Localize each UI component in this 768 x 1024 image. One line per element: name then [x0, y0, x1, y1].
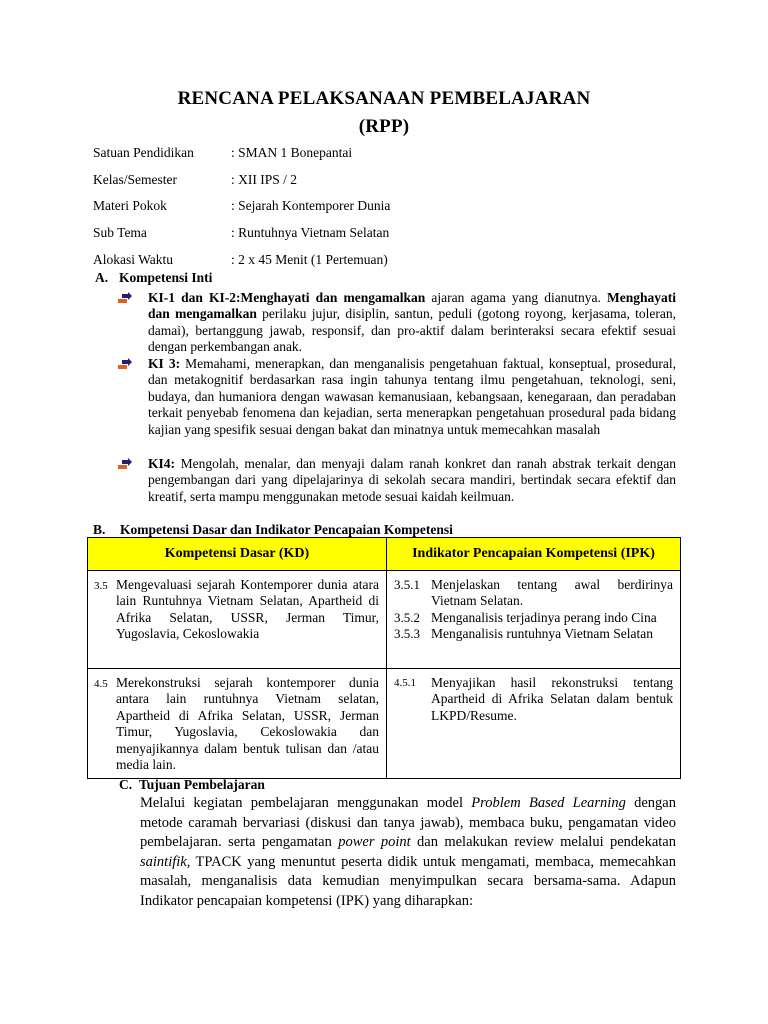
identity-table	[93, 140, 390, 273]
identity-row	[93, 246, 390, 273]
ipk-text: Menyajikan hasil rekonstruksi tentang Apartheid di Afrika Selatan dalam bentuk LKPD/Resume.	[431, 675, 673, 723]
ipk-number: 3.5.1	[394, 577, 420, 592]
arrow-bullet-icon	[118, 458, 132, 470]
section-a-heading	[95, 270, 212, 286]
ipk-number: 3.5.3	[394, 626, 420, 642]
ki-text	[148, 356, 676, 438]
ki-phrase: Menghayati dan mengamalkan	[240, 290, 426, 305]
ipk-text: Menganalisis runtuhnya Vietnam Selatan	[431, 626, 654, 642]
identity-label: Kelas/Semester	[93, 171, 177, 187]
identity-value: : 2 x 45 Menit (1 Pertemuan)	[231, 251, 388, 267]
ipk-text: Menjelaskan tentang awal berdirinya Vietnam Selatan.	[431, 577, 673, 609]
kd-number: 4.5	[94, 678, 108, 690]
section-title: Tujuan Pembelajaran	[139, 777, 265, 792]
ki-body: perilaku jujur, disiplin, santun, peduli (gotong royong, kerjasama, toleran, damai), bertanggung jawab, responsif, dan pro-aktif dalam berinteraksi secara efektif sesuai dengan perkembangan anak.	[148, 306, 676, 355]
ki-label: KI 3:	[148, 356, 181, 371]
kd-text: Mengevaluasi sejarah Kontemporer dunia atara lain Runtuhnya Vietnam Selatan, Apartheid di Afrika Selatan, USSR, Jerman Timur, Yugoslavia, Cekoslowakia	[116, 577, 379, 642]
kd-number: 3.5	[94, 580, 108, 592]
tujuan-text: Melalui kegiatan pembelajaran menggunakan model	[140, 795, 472, 811]
identity-value: : Runtuhnya Vietnam Selatan	[231, 225, 390, 241]
table-row	[88, 669, 681, 779]
identity-row	[93, 220, 390, 247]
ki-text	[148, 290, 676, 356]
identity-row	[93, 193, 390, 220]
ki-body: Mengolah, menalar, dan menyaji dalam ranah konkret dan ranah abstrak terkait dengan pengembangan dari yang dipelajarinya di sekolah secara mandiri, bertindak secara efektif dan kreatif, serta mampu menggunakan metode sesuai kaidah keilmuan.	[148, 456, 676, 504]
ki-item	[118, 290, 676, 356]
tujuan-text: dan melakukan review melalui pendekatan	[410, 834, 676, 850]
identity-value: : SMAN 1 Bonepantai	[231, 145, 353, 161]
header-ipk: Indikator Pencapaian Kompetensi (IPK)	[387, 538, 681, 571]
ipk-item	[394, 577, 673, 610]
table-header-row	[88, 538, 681, 571]
kd-cell	[88, 669, 387, 779]
identity-value: : XII IPS / 2	[231, 171, 298, 187]
arrow-bullet-icon	[118, 292, 132, 304]
document-subtitle: (RPP)	[358, 116, 410, 137]
ipk-item	[394, 626, 673, 642]
section-letter: C.	[119, 777, 133, 792]
kd-cell	[88, 571, 387, 669]
section-letter: A.	[95, 270, 109, 285]
section-title: Kompetensi Dasar dan Indikator Pencapaian Kompetensi	[120, 522, 453, 537]
ki-item	[118, 456, 676, 505]
tujuan-text: dengan metode caramah bervariasi (diskusi dan tanya jawab), membaca buku, pengamatan video pembelajaran. serta pengamatan	[140, 795, 676, 850]
ipk-item	[394, 610, 673, 626]
section-b-heading	[93, 522, 453, 538]
ipk-text: Menganalisis terjadinya perang indo Cina	[431, 609, 657, 625]
ki-body: ajaran agama yang dianutnya.	[425, 290, 607, 305]
identity-row	[93, 167, 390, 194]
identity-row	[93, 140, 390, 167]
ipk-item	[394, 675, 673, 724]
arrow-bullet-icon	[118, 358, 132, 370]
ki-label: KI4:	[148, 456, 175, 471]
tujuan-italic: Problem Based Learning	[471, 795, 626, 811]
section-title: Kompetensi Inti	[119, 270, 213, 285]
ki-phrase: Menghayati dan mengamalkan	[148, 290, 676, 322]
identity-label: Sub Tema	[93, 225, 147, 241]
table-row	[88, 571, 681, 669]
ki-item	[118, 356, 676, 438]
kd-text: Merekonstruksi sejarah kontemporer dunia antara lain runtuhnya Vietnam selatan, Apartheid di Afrika Selatan, USSR, Jerman Timur, Yugoslavia, Cekoslowakia dan menyajikannya dalam bentuk tulisan dan /atau media lain.	[116, 675, 379, 773]
header-kd: Kompetensi Dasar (KD)	[88, 538, 387, 571]
ki-text	[148, 456, 676, 505]
identity-value: : Sejarah Kontemporer Dunia	[231, 198, 391, 214]
ki-body: Memahami, menerapkan, dan menganalisis pengetahuan faktual, konseptual, prosedural, dan metakognitif berdasarkan rasa ingin tahunya tentang ilmu pengetahuan, teknologi, seni, budaya, dan humaniora dengan wawasan kemanusiaan, kebangsaan, kenegaraan, dan peradaban terkait penyebab fenomena dan kejadian, serta menerapkan pengetahuan prosedural pada bidang kajian yang spesifik sesuai dengan bakat dan minatnya untuk memecahkan masalah	[148, 356, 677, 437]
ipk-number: 3.5.2	[394, 609, 420, 625]
section-letter: B.	[93, 522, 106, 537]
kd-ipk-table	[87, 537, 681, 779]
section-c-heading	[119, 777, 265, 793]
tujuan-paragraph	[140, 794, 676, 911]
ki-label: KI-1 dan KI-2:	[148, 290, 241, 305]
tujuan-italic: power point	[338, 834, 411, 850]
identity-label: Materi Pokok	[93, 198, 167, 214]
document-title: RENCANA PELAKSANAAN PEMBELAJARAN	[177, 88, 591, 109]
ipk-number: 4.5.1	[394, 677, 416, 689]
identity-label: Satuan Pendidikan	[93, 145, 194, 161]
tujuan-text: TPACK yang menuntut peserta didik untuk mengamati, membaca, memecahkan masalah, menganalisis data kemudian menyimpulkan secara bersama-sama. Adapun Indikator pencapaian kompetensi (IPK) yang diharapkan:	[140, 853, 676, 909]
identity-label: Alokasi Waktu	[93, 251, 174, 267]
ipk-cell	[387, 571, 681, 669]
ipk-cell	[387, 669, 681, 779]
tujuan-italic: saintifik,	[140, 853, 191, 870]
